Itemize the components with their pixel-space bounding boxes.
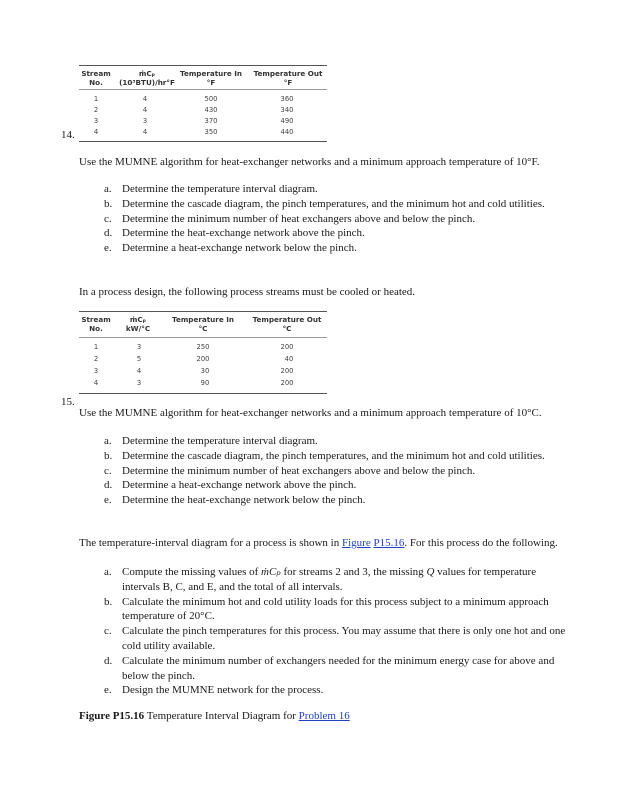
table-cell: 4	[142, 106, 148, 114]
table-bottom-rule	[79, 393, 327, 394]
table-cell: 500	[204, 95, 218, 103]
list-item: d. Calculate the minimum number of exchangers needed for the minimum energy case for above and below the pinch.	[104, 654, 555, 682]
list-item: d. Determine a heat-exchange network above the pinch.	[104, 479, 357, 492]
mcp-symbol: ṁCₚ	[261, 566, 281, 578]
header-temp-out: Temperature Out °C	[252, 315, 322, 333]
table-cell: 5	[136, 355, 142, 363]
table-cell: 200	[280, 367, 294, 375]
table-cell: 490	[280, 117, 294, 125]
problem14-intro: Use the MUMNE algorithm for heat-exchanger networks and a minimum approach temperature of 10°F.	[79, 156, 540, 168]
table-top-rule	[79, 311, 327, 312]
header-temp-in: Temperature In °F	[180, 69, 242, 87]
header-mcp: ṁCₚ (10³BTU)/hr°F	[119, 69, 175, 87]
problem15-items	[104, 434, 554, 508]
table-cell: 370	[204, 117, 218, 125]
table-bottom-rule	[79, 141, 327, 142]
figure-caption: Figure P15.16 Temperature Interval Diagram for Problem 16	[79, 710, 350, 722]
list-item: b. Determine the cascade diagram, the pinch temperatures, and the minimum hot and cold utilities.	[104, 197, 545, 210]
list-item: a. Compute the missing values of ṁCₚ for streams 2 and 3, the missing Q values for temperature intervals B, C, and E, and the total of all intervals.	[104, 566, 537, 593]
problem15-table	[79, 310, 327, 396]
list-item: b. Calculate the minimum hot and cold utility loads for this process subject to a minimum approach temperature of 20°C.	[104, 595, 549, 623]
table-cell: 3	[93, 367, 99, 375]
table-cell: 30	[200, 367, 210, 375]
table-cell: 3	[136, 379, 142, 387]
problem15-intro: Use the MUMNE algorithm for heat-exchanger networks and a minimum approach temperature of 10°C.	[79, 407, 542, 419]
table-cell: 360	[280, 95, 294, 103]
table-cell: 340	[280, 106, 294, 114]
header-mcp: ṁCₚ kW/°C	[125, 315, 151, 333]
table-cell: 90	[200, 379, 210, 387]
figure-p1516-link[interactable]: P15.16	[373, 537, 405, 549]
table-cell: 430	[204, 106, 218, 114]
table-cell: 4	[136, 367, 142, 375]
header-temp-in: Temperature In °C	[172, 315, 234, 333]
list-item: e. Design the MUMNE network for the process.	[104, 684, 324, 697]
list-item: e. Determine the heat-exchange network below the pinch.	[104, 494, 366, 507]
list-item: d. Determine the heat-exchange network above the pinch.	[104, 227, 365, 240]
list-item: a. Determine the temperature interval diagram.	[104, 435, 318, 447]
header-stream: Stream No.	[81, 69, 111, 87]
problem16-link[interactable]: Problem 16	[298, 710, 350, 722]
header-temp-out: Temperature Out °F	[253, 69, 323, 87]
problem16-items	[104, 565, 576, 698]
problem16-intro: The temperature-interval diagram for a process is shown in Figure P15.16. For this process do the following.	[79, 537, 558, 549]
problem15-lead: In a process design, the following process streams must be cooled or heated.	[79, 286, 416, 298]
table-cell: 2	[93, 355, 99, 363]
table-cell: 3	[142, 117, 148, 125]
table-header-rule	[79, 89, 327, 90]
list-item: c. Determine the minimum number of heat exchangers above and below the pinch.	[104, 464, 476, 477]
table-cell: 4	[142, 128, 148, 136]
list-item: b. Determine the cascade diagram, the pinch temperatures, and the minimum hot and cold utilities.	[104, 449, 545, 462]
problem14-items	[104, 182, 554, 256]
problem14-table	[79, 64, 327, 144]
header-stream: Stream No.	[81, 315, 111, 333]
table-cell: 350	[204, 128, 218, 136]
problem-number: 14.	[61, 129, 75, 141]
table-cell: 4	[93, 128, 99, 136]
list-item: a. Determine the temperature interval diagram.	[104, 183, 318, 195]
list-item: c. Determine the minimum number of heat exchangers above and below the pinch.	[104, 212, 476, 225]
table-cell: 200	[280, 343, 294, 351]
table-cell: 1	[93, 95, 99, 103]
table-cell: 250	[196, 343, 210, 351]
table-cell: 3	[136, 343, 142, 351]
table-header-rule	[79, 337, 327, 338]
table-cell: 4	[93, 379, 99, 387]
table-cell: 440	[280, 128, 294, 136]
table-cell: 3	[93, 117, 99, 125]
figure-link[interactable]: Figure	[342, 537, 371, 549]
table-cell: 40	[284, 355, 294, 363]
table-top-rule	[79, 65, 327, 66]
table-cell: 4	[142, 95, 148, 103]
table-cell: 200	[280, 379, 294, 387]
problem-number: 15.	[61, 396, 75, 408]
table-cell: 2	[93, 106, 99, 114]
list-item: c. Calculate the pinch temperatures for this process. You may assume that there is only one hot and one cold utility available.	[104, 625, 566, 652]
list-item: e. Determine a heat-exchange network below the pinch.	[104, 242, 357, 255]
table-cell: 1	[93, 343, 99, 351]
q-symbol: Q	[426, 566, 435, 578]
table-cell: 200	[196, 355, 210, 363]
